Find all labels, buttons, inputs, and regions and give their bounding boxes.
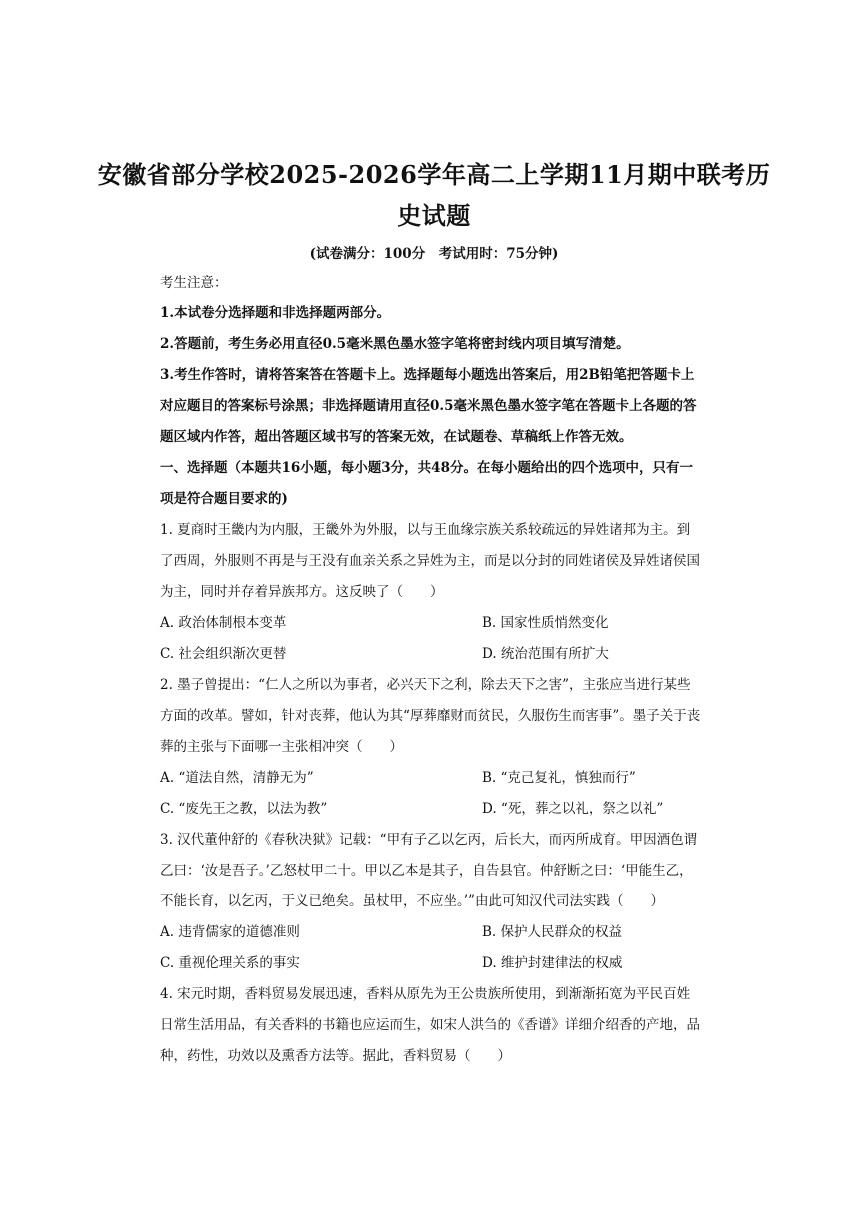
- question-1-line-3: 为主，同时并存着异族邦方。这反映了（ ）: [160, 584, 444, 600]
- question-3-option-d: D. 维护封建律法的权威: [482, 955, 623, 971]
- question-2-line-3: 葬的主张与下面哪一主张相冲突（ ）: [160, 739, 403, 755]
- question-2-option-b: B. “克己复礼，慎独而行”: [482, 770, 636, 786]
- question-2-line-2: 方面的改革。譬如，针对丧葬，他认为其“厚葬靡财而贫民，久服伤生而害事”。墨子关于丧: [160, 708, 701, 724]
- question-1-option-c: C. 社会组织渐次更替: [160, 646, 287, 662]
- page-title-line-1: 安徽省部分学校2025-2026学年高二上学期11月期中联考历: [97, 160, 771, 189]
- question-3-option-a: A. 违背儒家的道德准则: [160, 924, 300, 940]
- question-1-line-1: 1. 夏商时王畿内为内服，王畿外为外服，以与王血缘宗族关系较疏远的异姓诸邦为主。到: [160, 522, 691, 538]
- notice-item-3-line-3: 题区域内作答，超出答题区域书写的答案无效，在试题卷、草稿纸上作答无效。: [160, 429, 633, 445]
- question-3-line-2: 乙曰：‘汝是吾子。’乙怒杖甲二十。甲以乙本是其子，自告县官。仲舒断之曰：‘甲能生乙，: [160, 863, 693, 879]
- page-title-line-2: 史试题: [397, 201, 471, 230]
- question-4-line-2: 日常生活用品，有关香料的书籍也应运而生，如宋人洪刍的《香谱》详细介绍香的产地，品: [160, 1017, 700, 1033]
- section-heading-line-1: 一、选择题（本题共16小题，每小题3分，共48分。在每小题给出的四个选项中，只有一: [160, 460, 693, 476]
- question-1-option-b: B. 国家性质悄然变化: [482, 615, 609, 631]
- notice-item-1: 1.本试卷分选择题和非选择题两部分。: [160, 305, 391, 321]
- question-1-option-d: D. 统治范围有所扩大: [482, 646, 609, 662]
- question-2-option-d: D. “死，葬之以礼，祭之以礼”: [482, 801, 664, 817]
- question-4-line-1: 4. 宋元时期，香料贸易发展迅速，香料从原先为王公贵族所使用，到渐渐拓宽为平民百姓: [160, 986, 691, 1002]
- section-heading-line-2: 项是符合题目要求的): [160, 491, 288, 507]
- question-3-option-c: C. 重视伦理关系的事实: [160, 955, 300, 971]
- question-1-option-a: A. 政治体制根本变革: [160, 615, 287, 631]
- notice-item-3-line-2: 对应题目的答案标号涂黑；非选择题请用直径0.5毫米黑色墨水签字笔在答题卡上各题的答: [160, 398, 697, 414]
- question-2-option-a: A. “道法自然，清静无为”: [160, 770, 314, 786]
- question-4-line-3: 种，药性，功效以及熏香方法等。据此，香料贸易（ ）: [160, 1048, 511, 1064]
- question-3-line-1: 3. 汉代董仲舒的《春秋决狱》记载：“甲有子乙以乞丙，后长大，而丙所成育。甲因酒色谓: [160, 832, 698, 848]
- question-2-line-1: 2. 墨子曾提出：“仁人之所以为事者，必兴天下之利，除去天下之害”，主张应当进行某些: [160, 677, 691, 693]
- question-3-option-b: B. 保护人民群众的权益: [482, 924, 623, 940]
- exam-info: (试卷满分：100分 考试用时：75分钟): [309, 246, 559, 262]
- question-1-line-2: 了西周，外服则不再是与王没有血亲关系之异姓为主，而是以分封的同姓诸侯及异姓诸侯国: [160, 553, 700, 569]
- question-2-option-c: C. “废先王之教，以法为教”: [160, 801, 328, 817]
- question-3-line-3: 不能长育，以乞丙，于义已绝矣。虽杖甲，不应坐。’”由此可知汉代司法实践（ ）: [160, 893, 664, 909]
- notice-heading: 考生注意：: [160, 275, 228, 291]
- notice-item-3-line-1: 3.考生作答时，请将答案答在答题卡上。选择题每小题选出答案后，用2B铅笔把答题卡上: [160, 367, 695, 383]
- notice-item-2: 2.答题前，考生务必用直径0.5毫米黑色墨水签字笔将密封线内项目填写清楚。: [160, 336, 630, 352]
